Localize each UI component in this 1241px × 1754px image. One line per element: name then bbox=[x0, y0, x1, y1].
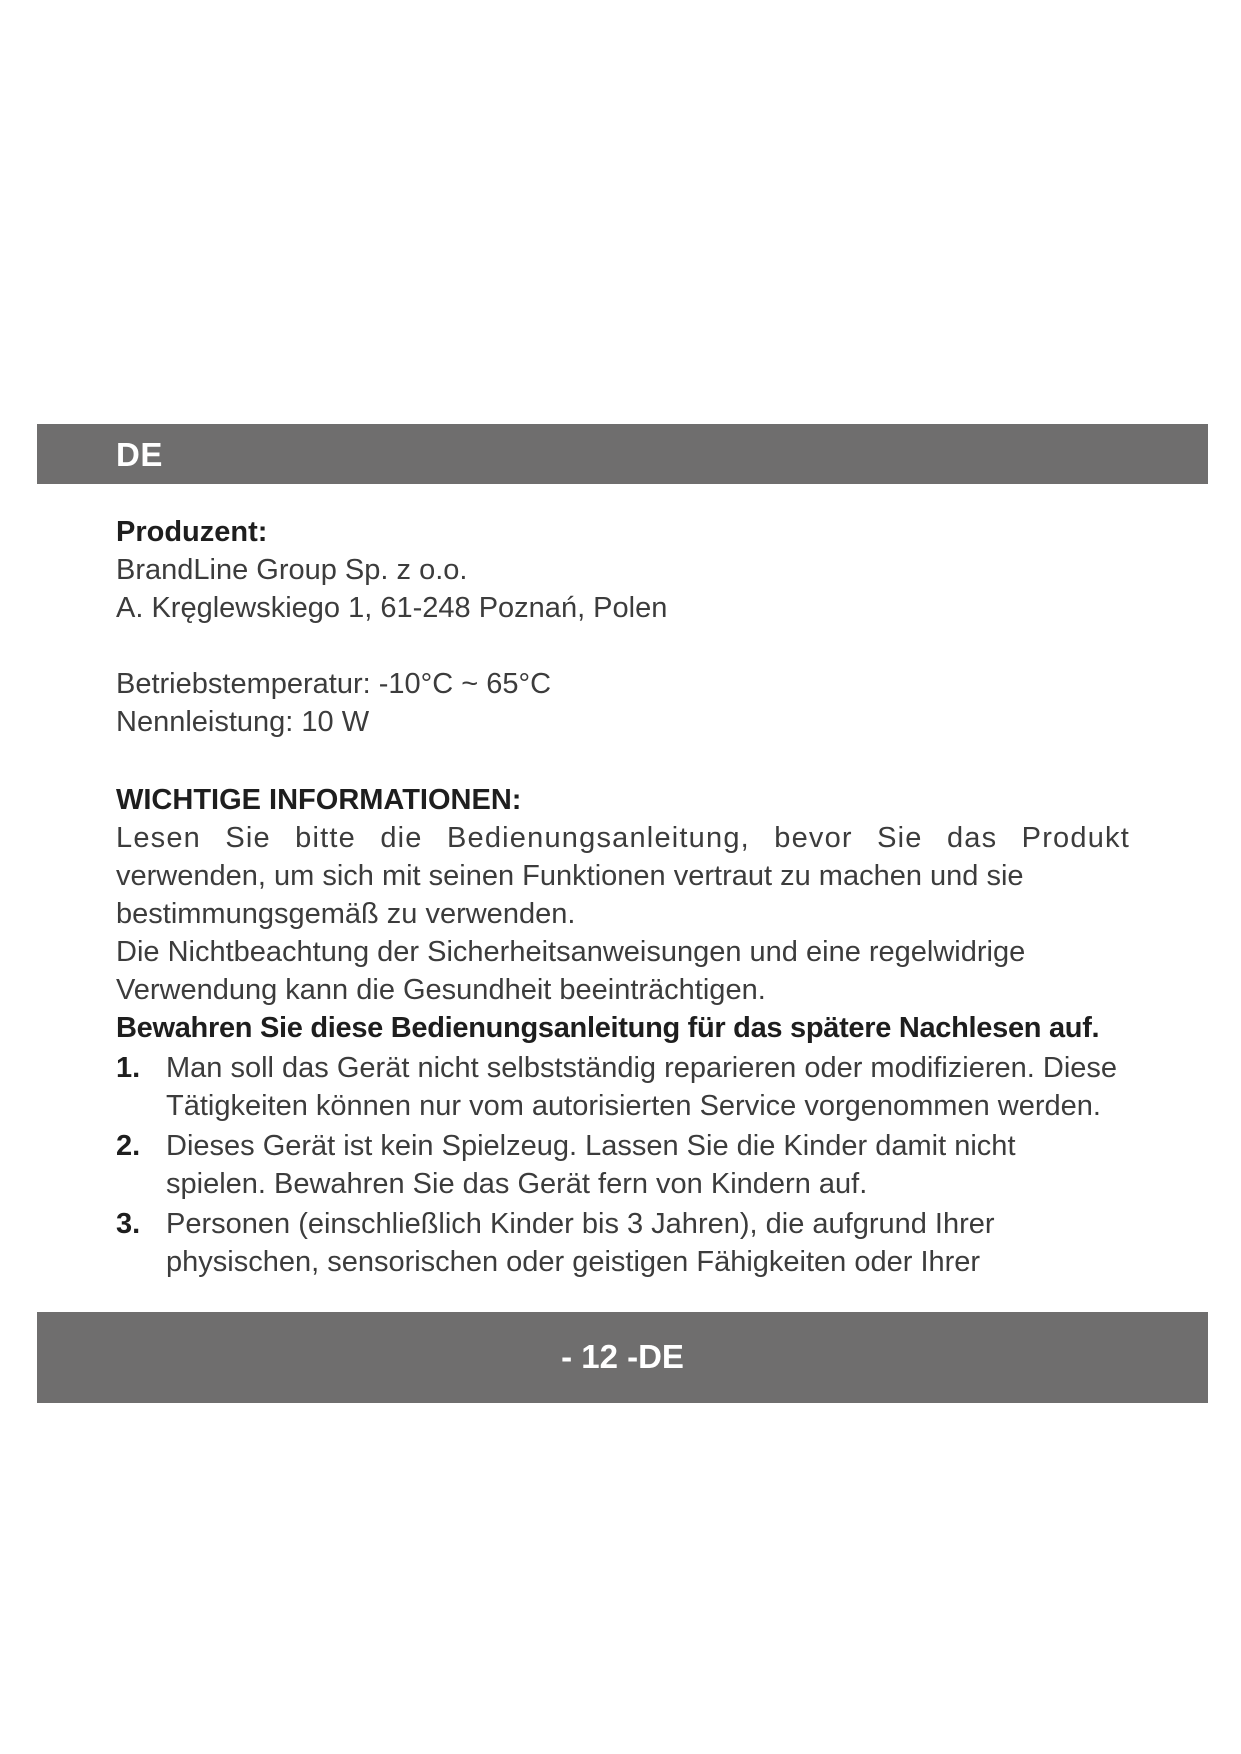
important-text-line: Verwendung kann die Gesundheit beeinträchtigen. bbox=[116, 974, 766, 1006]
list-item-number: 3. bbox=[116, 1208, 141, 1240]
list-item-line: physischen, sensorischen oder geistigen Fähigkeiten oder Ihrer bbox=[166, 1246, 981, 1278]
language-label: DE bbox=[116, 436, 163, 473]
spacer bbox=[116, 627, 1130, 665]
producer-company: BrandLine Group Sp. z o.o. bbox=[116, 554, 468, 586]
list-item-number: 1. bbox=[116, 1052, 141, 1084]
important-bold-note: Bewahren Sie diese Bedienungsanleitung für das spätere Nachlesen auf. bbox=[116, 1012, 1100, 1044]
producer-address: A. Kręglewskiego 1, 61-248 Poznań, Polen bbox=[116, 592, 668, 624]
list-item bbox=[116, 1205, 1130, 1281]
list-item-line: spielen. Bewahren Sie das Gerät fern von Kindern auf. bbox=[166, 1168, 868, 1200]
list-item bbox=[116, 1127, 1130, 1203]
list-item-number: 2. bbox=[116, 1130, 141, 1162]
page-number: - 12 -DE bbox=[561, 1338, 684, 1375]
list-item-line: Tätigkeiten können nur vom autorisierten Service vorgenommen werden. bbox=[166, 1090, 1101, 1122]
list-item-line: Man soll das Gerät nicht selbstständig reparieren oder modifizieren. Diese bbox=[166, 1052, 1118, 1084]
important-text-line: Lesen Sie bitte die Bedienungsanleitung, bevor Sie das Produkt bbox=[116, 822, 1130, 854]
list-item-line: Dieses Gerät ist kein Spielzeug. Lassen Sie die Kinder damit nicht bbox=[166, 1130, 1016, 1162]
safety-list bbox=[116, 1049, 1130, 1281]
important-text-line: verwenden, um sich mit seinen Funktionen vertraut zu machen und sie bbox=[116, 860, 1024, 892]
list-item-line: Personen (einschließlich Kinder bis 3 Jahren), die aufgrund Ihrer bbox=[166, 1208, 995, 1240]
language-header-bar bbox=[37, 424, 1208, 484]
important-text-line: Die Nichtbeachtung der Sicherheitsanweisungen und eine regelwidrige bbox=[116, 936, 1026, 968]
spec-power: Nennleistung: 10 W bbox=[116, 706, 370, 738]
page-footer-bar bbox=[37, 1312, 1208, 1403]
manual-content bbox=[116, 513, 1130, 1281]
important-text-line: bestimmungsgemäß zu verwenden. bbox=[116, 898, 576, 930]
important-heading: WICHTIGE INFORMATIONEN: bbox=[116, 784, 522, 816]
spec-temperature: Betriebstemperatur: -10°C ~ 65°C bbox=[116, 668, 552, 700]
producer-heading: Produzent: bbox=[116, 516, 268, 548]
list-item bbox=[116, 1049, 1130, 1125]
spacer bbox=[116, 741, 1130, 781]
